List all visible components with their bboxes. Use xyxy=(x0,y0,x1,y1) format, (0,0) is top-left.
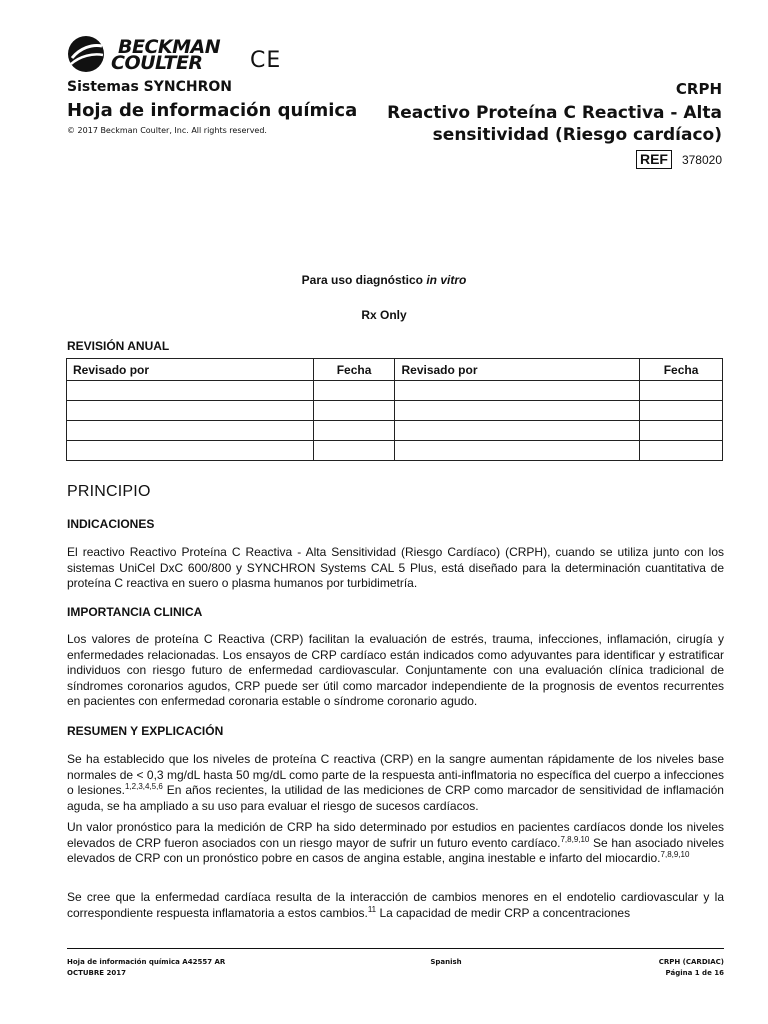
ref-label: REF xyxy=(636,150,672,169)
summary-paragraph-2 xyxy=(67,820,724,867)
diagnostic-italic: in vitro xyxy=(426,273,467,287)
footer-product: CRPH (CARDIAC) xyxy=(658,958,724,966)
summary-p1-text-a: Se ha establecido que los niveles de proteína C reactiva (CRP) en la sangre aumentan rápidamente de los niveles base normales de < 0,3 mg/dL hasta 50 mg/dL como parte de la respuesta anti-inflmatoria no específica del cuerpo a infecciones o lesiones. xyxy=(67,752,724,797)
product-title-line1: Reactivo Proteína C Reactiva - Alta xyxy=(387,103,722,123)
review-cell[interactable] xyxy=(640,421,723,441)
summary-paragraph-3 xyxy=(67,890,724,921)
review-cell[interactable] xyxy=(67,401,314,421)
brand-line2: COULTER xyxy=(111,52,203,74)
review-cell[interactable] xyxy=(313,401,395,421)
review-heading: REVISIÓN ANUAL xyxy=(67,339,170,353)
footer-language: Spanish xyxy=(430,958,462,966)
review-cell[interactable] xyxy=(313,421,395,441)
col-reviewed-by: Revisado por xyxy=(67,359,314,381)
review-cell[interactable] xyxy=(313,381,395,401)
review-cell[interactable] xyxy=(67,441,314,461)
brand-line1: BECKMAN xyxy=(118,36,221,58)
citation-sup: 1,2,3,4,5,6 xyxy=(124,782,163,791)
review-row xyxy=(67,401,723,421)
summary-p3-text-b: La capacidad de medir CRP a concentraciones xyxy=(376,905,631,920)
summary-paragraph-1 xyxy=(67,752,724,814)
header-left xyxy=(67,78,357,136)
copyright: © 2017 Beckman Coulter, Inc. All rights reserved. xyxy=(67,126,267,135)
review-cell[interactable] xyxy=(395,401,640,421)
footer-right xyxy=(659,957,724,979)
review-row xyxy=(67,441,723,461)
summary-p1-text-b: En años recientes, la utilidad de las mediciones de CRP como marcador de sensitividad de inflamación aguda, se ha ampliado a su uso para evaluar el riesgo de sucesos cardíacos. xyxy=(67,783,724,813)
ref-block xyxy=(636,150,722,169)
summary-p2-text-a: Un valor pronóstico para la medición de CRP ha sido determinado por estudios en pacientes cardíacos donde los niveles elevados de CRP fueron asociados con un riesgo mayor de sufrir un futuro evento cardíaco. xyxy=(67,820,724,850)
sheet-title: Hoja de información química xyxy=(67,100,358,121)
review-cell[interactable] xyxy=(640,381,723,401)
indications-text: El reactivo Reactivo Proteína C Reactiva - Alta Sensitividad (Riesgo Cardíaco) (CRPH), cuando se utiliza junto con los sistemas UniCel DxC 600/800 y SYNCHRON Systems CAL 5 Plus, está diseñado para la determinación cuantitativa de proteína C reactiva en suero o plasma humanos por turbidimetría. xyxy=(67,545,724,590)
footer-date: OCTUBRE 2017 xyxy=(67,969,126,977)
ce-mark: CE xyxy=(250,48,282,73)
review-row xyxy=(67,381,723,401)
importance-text: Los valores de proteína C Reactiva (CRP) facilitan la evaluación de estrés, trauma, infecciones, inflamación, cirugía y enfermedades relacionadas. Los ensayos de CRP cardíaco están indicados como adyuvantes para identificar y estratificar individuos con riesgo futuro de enfermedad cardiovascular. Conjuntamente con una evaluación clínica tradicional de síndromes coronarios agudos, CRP puede ser útil como marcador independiente de la prognosis de eventos recurrentes en pacientes con enfermedad coronaria estable o síndrome coronario agudo. xyxy=(67,632,724,708)
review-cell[interactable] xyxy=(395,441,640,461)
review-header-row xyxy=(67,359,723,381)
review-cell[interactable] xyxy=(395,381,640,401)
summary-heading: RESUMEN Y EXPLICACIÓN xyxy=(67,724,224,738)
beckman-coulter-logo xyxy=(66,34,221,76)
system-name: Sistemas SYNCHRON xyxy=(67,79,232,95)
col-date-2: Fecha xyxy=(640,359,723,381)
summary-p2-text-b: Se han asociado niveles elevados de CRP con un pronóstico pobre en casos de angina estable, angina inestable e infarto del miocardio. xyxy=(67,835,724,865)
header-right xyxy=(362,80,722,146)
review-cell[interactable] xyxy=(640,441,723,461)
citation-sup: 7,8,9,10 xyxy=(560,834,590,844)
review-row xyxy=(67,421,723,441)
footer-doc-id: Hoja de información química A42557 AR xyxy=(67,958,226,966)
citation-sup: 11 xyxy=(367,904,377,914)
review-cell[interactable] xyxy=(67,421,314,441)
product-code: CRPH xyxy=(675,80,722,98)
diagnostic-use xyxy=(0,273,768,287)
footer-divider xyxy=(67,948,724,949)
review-cell[interactable] xyxy=(313,441,395,461)
rx-only: Rx Only xyxy=(361,308,407,322)
col-date: Fecha xyxy=(313,359,395,381)
review-table xyxy=(66,358,723,461)
importance-heading: IMPORTANCIA CLINICA xyxy=(67,605,203,619)
review-cell[interactable] xyxy=(67,381,314,401)
summary-p3-text-a: Se cree que la enfermedad cardíaca resulta de la interacción de cambios menores en el endotelio cardiovascular y la correspondiente respuesta inflamatoria a estos cambios. xyxy=(67,890,724,920)
globe-logo-icon xyxy=(66,34,106,74)
review-cell[interactable] xyxy=(395,421,640,441)
citation-sup: 7,8,9,10 xyxy=(660,850,690,859)
review-cell[interactable] xyxy=(640,401,723,421)
indications-heading: INDICACIONES xyxy=(67,517,155,531)
diagnostic-prefix: Para uso diagnóstico xyxy=(301,273,423,287)
col-reviewed-by-2: Revisado por xyxy=(395,359,640,381)
ref-number: 378020 xyxy=(681,152,722,167)
product-title-line2: sensitividad (Riesgo cardíaco) xyxy=(432,125,722,145)
principle-heading: PRINCIPIO xyxy=(67,483,151,500)
footer-page-number: Página 1 de 16 xyxy=(665,969,724,977)
